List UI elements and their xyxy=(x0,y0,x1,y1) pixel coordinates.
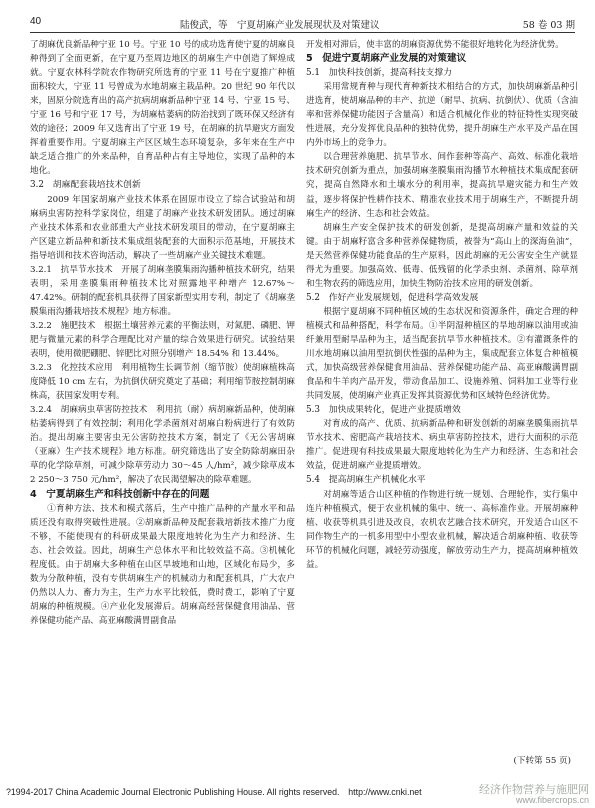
paragraph: 3.2.2 施肥技术 根据土壤营养元素的平衡法则，对氮肥、磷肥、钾肥与微量元素的科学合理配比对产量的综合效果进行研究。试验结果表明，使用微肥硼肥、锌肥比对照分别增产 18.54% 和 13.44%。 xyxy=(30,320,295,360)
paragraph: 了胡麻优良新品种宁亚 10 号。宁亚 10 号的成功选育使宁夏的胡麻良种得到了全面更新，在宁夏乃至周边地区的胡麻生产中创造了辉煌成就。宁夏农林科学院农作物研究所选育的宁亚 11 号在宁夏推广种植面积较大，宁亚 11 号曾成为水地胡麻主栽品种。20 世纪 90 年代以来，固原分院选育出的高产抗病胡麻新品种宁亚 14 号、宁亚 15 号、宁亚 16 号和宁亚 17 号，为胡麻枯萎病的防治找到了既环保又经济有效的途径；2009 年又选育出了宁亚 19 号，在胡麻的抗旱避灾方面发挥着重要作用。宁夏胡麻主产区区域生态环境复杂，多年来在生产中缺乏适合推广的外来品种，自育品种占有主导地位，实现了品种的本地化。 xyxy=(30,40,295,177)
subsection-heading: 3.2 胡麻配套栽培技术创新 xyxy=(30,180,141,191)
running-header xyxy=(30,14,575,33)
paragraph: 2009 年国家胡麻产业技术体系在固原市设立了综合试验站和胡麻病虫害防控科学家岗位，组建了胡麻产业技术研发团队。通过胡麻产业技术体系和农业部重大产业技术研发项目的带动，在宁夏胡麻主产区建立新品种和新技术集成组装配套的大面积示范基地，开展技术指导培训和技术咨询活动，解决了一些胡麻产业关键技术难题。 xyxy=(30,194,295,261)
watermark-text: 经济作物营养与施肥网 xyxy=(479,784,589,796)
paragraph: ①育种方法、技术和模式落后，生产中推广品种的产量水平和品质还没有取得突破性进展。②胡麻新品种及配套栽培新技术推广力度不够，不能使现有的科研成果最大限度地转化为生产力和经济、生态、社会效益。因此，胡麻生产总体水平和比较效益不高。③机械化程度低。由于胡麻大多种植在山区旱坡地和山地，区域化布局少，多数为分散种植，没有专供胡麻生产的机械动力和配套机具，广大农户仍然以人力、畜力为主，生产力水平比较低，费时费工，影响了宁夏胡麻的种植规模。④产业化发展滞后。胡麻高经营保健食用油品、营养保健功能产品、高亚麻酸满胃副食品 xyxy=(30,503,295,626)
section-heading: 5 促进宁夏胡麻产业发展的对策建议 xyxy=(306,53,467,65)
subsection-heading: 5.1 加快科技创新，提高科技支撑力 xyxy=(306,68,452,79)
subsection-heading: 5.2 作好产业发展规划，促进科学高效发展 xyxy=(306,292,479,303)
paragraph: 对育成的高产、优质、抗病新品种和研发创新的胡麻垄膜集雨抗旱节水技术、密肥高产栽培技术、病虫草害防控技术，进行大面积的示范推广。促进现有科技成果最大限度地转化为生产力和经济、生态和社会效益，促进胡麻产业提质增效。 xyxy=(306,419,578,472)
copyright-line: ?1994-2017 China Academic Journal Electronic Publishing House. All rights reserved. http://www.cnki.net xyxy=(6,787,422,797)
paragraph: 3.2.1 抗旱节水技术 开展了胡麻垄膜集雨沟播种植技术研究，结果表明，采用垄膜集雨种植技术比对照露地平种增产 12.67%～47.42%。研制的配套机具获得了国家新型实用专利，制定了《胡麻垄膜集雨沟播栽培技术规程》地方标准。 xyxy=(30,264,295,317)
paragraph: 以合理营养施肥、抗旱节水、间作套种等高产、高效、标准化栽培技术研究创新为重点，加强胡麻垄膜集雨沟播节水种植技术集成配套研究，提高自然降水和土壤水分的利用率，提高抗旱避灾能力和生产效益，逐步将保护性耕作技术、精准农业技术用于胡麻生产，不断提升胡麻生产的经济、生态和社会效益。 xyxy=(306,152,578,219)
volume-issue: 58 卷 03 期 xyxy=(522,20,575,31)
right-column xyxy=(306,38,578,572)
paragraph: 采用常规育种与现代育种新技术相结合的方式，加快胡麻新品种引进选育，使胡麻品种的丰产、抗逆（耐旱、抗病、抗倒伏）、优质（含油率和营养保健功能因子含量高）和适合机械化作业的特征特性实现突破性进展，充分发挥优良品种的独特优势，提升胡麻生产水平及产品在国内外市场上的竞争力。 xyxy=(306,82,578,149)
paragraph: 3.2.3 化控技术应用 利用植物生长调节剂（缩节胺）使胡麻植株高度降低 10 cm 左右，为抗倒伏研究奠定了基础；利用缩节胺控制胡麻株高，获国家发明专利。 xyxy=(30,363,295,402)
page-number: 40 xyxy=(30,16,42,27)
paragraph: 对胡麻等适合山区种植的作物进行统一规划、合理轮作，实行集中连片种植模式，便于农业机械的集中、统一、高标准作业。开展胡麻种植、收获等机具引进及改良，农机农艺融合技术研究，开发适合山区不同作物生产的一机多用型中小型农业机械，解决适合胡麻种植、收获等环节的机械化问题，减轻劳动强度，解放劳动生产力，提高胡麻种植效益。 xyxy=(306,489,578,570)
subsection-heading: 5.3 加快成果转化，促进产业提质增效 xyxy=(306,405,461,416)
subsection-heading: 5.4 提高胡麻生产机械化水平 xyxy=(306,475,426,486)
continued-note: (下转第 55 页) xyxy=(513,756,571,766)
section-heading: 4 宁夏胡麻生产和科技创新中存在的问题 xyxy=(30,488,210,500)
paragraph: 根据宁夏胡麻不同种植区域的生态状况和资源条件，确定合理的种植模式和品种搭配，科学布局。①半阴湿种植区的旱地胡麻以油用或油纤兼用型耐旱品种为主，适当配套抗旱节水种植技术。②有灌溉条件的川水地胡麻以油用型抗倒伏性强的品种为主，集成配套立体复合种植模式，加快高级营养保健食用油品、营养保健功能产品、高亚麻酸满胃副食品和牛羊肉产品开发，带动食品加工、设施养殖、饲料加工业等行业共同发展，使胡麻产业真正发挥其资源优势和区域特色经济优势。 xyxy=(306,306,578,402)
left-column xyxy=(30,38,295,628)
running-title: 陆俊武，等 宁夏胡麻产业发展现状及对策建议 xyxy=(180,20,380,31)
watermark-url: www.fibercrops.cn xyxy=(515,795,589,805)
paragraph: 开发相对滞后，使丰富的胡麻资源优势不能很好地转化为经济优势。 xyxy=(306,40,564,50)
paragraph: 3.2.4 胡麻病虫草害防控技术 利用抗（耐）病胡麻新品种，使胡麻枯萎病得到了有效控制；利用化学杀菌剂对胡麻白粉病进行了有效防治。提出胡麻主要害虫无公害防控技术方案，制定了《无公害胡麻（亚麻）生产技术规程》地方标准。研究筛选出了安全防除胡麻田杂草的化学除草剂，可减少除草劳动力 30～45 人/hm²，减少除草成本 2 250～3 750 元/hm²，解决了农民渴望解决的除草难题。 xyxy=(30,405,295,486)
paragraph: 胡麻生产安全保护技术的研发创新，是提高胡麻产量和效益的关键。由于胡麻籽富含多种营养保健物质，被誉为“高山上的深海鱼油”，是天然营养保健功能食品的生产原料，因此胡麻的无公害安全生产就显得尤为重要。加强高效、低毒、低残留的化学杀虫剂、杀菌剂、除草剂和生物农药的筛选应用，加快生物防治技术应用的研发创新。 xyxy=(306,222,578,289)
page-footer xyxy=(0,780,595,808)
